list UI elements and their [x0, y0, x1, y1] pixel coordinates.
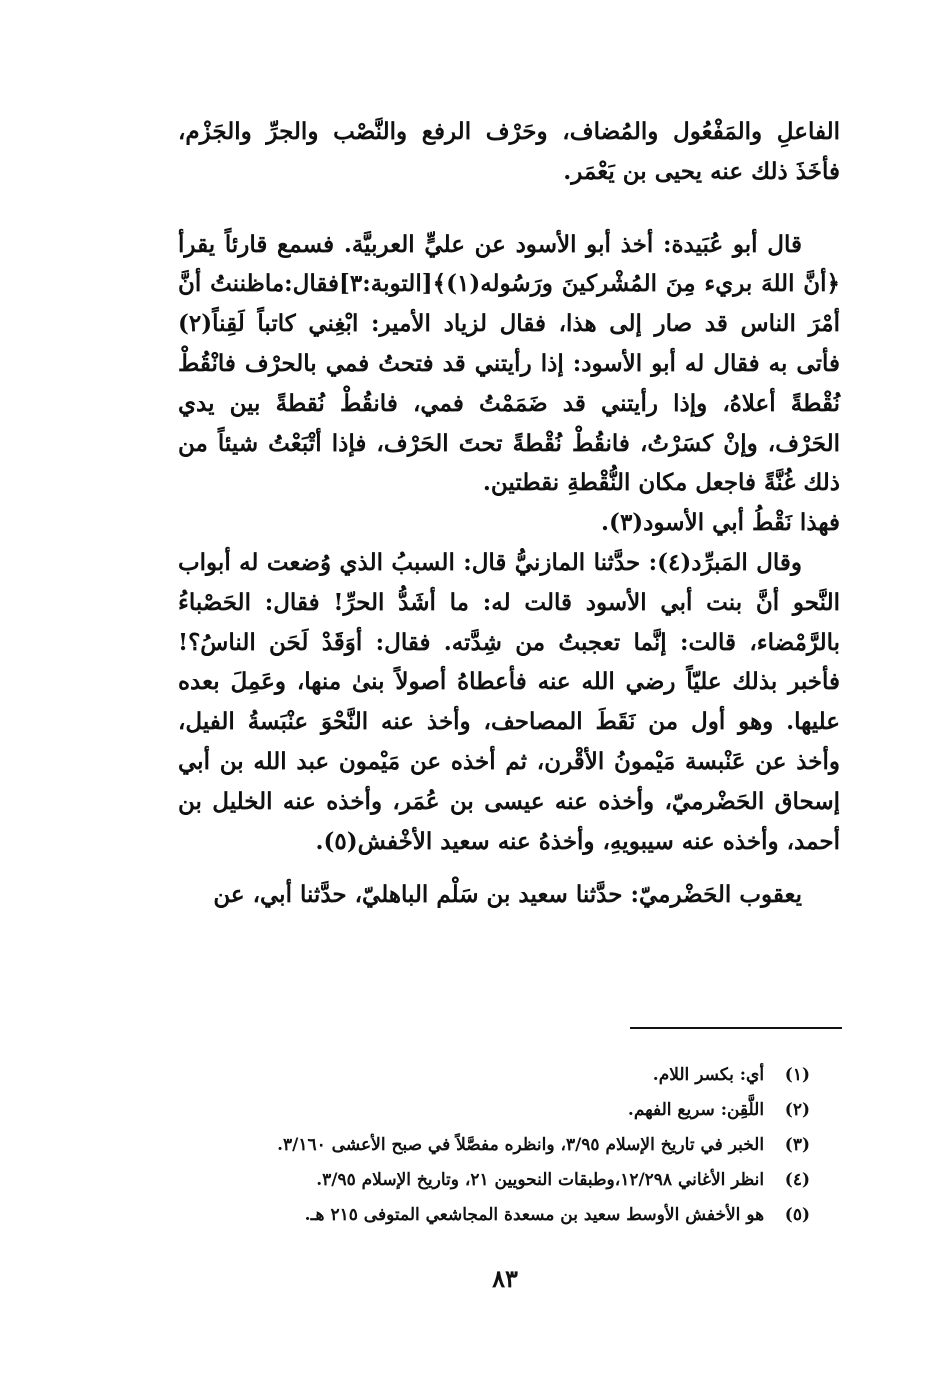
footnote — [230, 1198, 810, 1233]
footnote-number: (١) — [784, 1065, 810, 1085]
footnote-number: (٥) — [784, 1205, 810, 1225]
page-number: ٨٣ — [492, 1264, 518, 1293]
footnotes — [230, 1058, 810, 1233]
paragraph: قال أبو عُبَيدة: أخذ أبو الأسود عن عليٍّ العربيَّة. فسمع قارئاً يقرأ ﴿أنَّ اللهَ بريء مِنَ المُشْركينَ ورَسُوله(١)﴾[التوبة:٣]فقال:ماظننتُ أنَّ أمْرَ الناس قد صار إلى هذا، فقال لزياد الأمير: ابْغِني كاتباً لَقِناً(٢) فأتى به فقال له أبو الأسود: إذا رأيتني قد فتحتُ فمي بالحرْف فانْقُطْ نُقْطةً أعلاهُ، وإذا رأيتني قد ضَمَمْتُ فمي، فانقُطْ نُقطةً بين يدي الحَرْف، وإنْ كسَرْتُ، فانقُطْ نُقْطةً تحتَ الحَرْف، فإذا أتْبَعْتُ شيئاً من ذلك غُنَّةً فاجعل مكان النُّقْطةِ نقطتين. — [178, 230, 841, 497]
footnote-divider — [630, 1027, 842, 1029]
footnote — [230, 1058, 810, 1093]
footnote-number: (٣) — [784, 1135, 810, 1155]
footnote-text: انظر الأغاني ١٢/٢٩٨،وطبقات النحويين ٢١، وتاريخ الإسلام ٣/٩٥. — [316, 1170, 765, 1190]
footnote — [230, 1093, 810, 1128]
footnote-text: اللَّقِن: سريع الفهم. — [627, 1100, 765, 1120]
footnote — [230, 1128, 810, 1163]
footnote-text: الخبر في تاريخ الإسلام ٣/٩٥، وانظره مفصَّلاً في صبح الأعشى ٣/١٦٠. — [277, 1135, 765, 1155]
footnote-text: أي: بكسر اللام. — [652, 1065, 765, 1085]
footnote-number: (٢) — [784, 1100, 810, 1120]
paragraph: يعقوب الحَضْرميّ: حدَّثنا سعيد بن سَلْم الباهليّ، حدَّثنا أبي، عن — [213, 881, 802, 909]
paragraph: وقال المَبرِّد(٤): حدَّثنا المازنيُّ قال: السببُ الذي وُضعت له أبواب النَّحو أنَّ بنت أبي الأسود قالت له: ما أشَدُّ الحرِّ! فقال: الحَصْباءُ بالرَّمْضاء، قالت: إنَّما تعجبتُ من شِدَّته. فقال: أوَقَدْ لَحَن الناسُ؟! فأخبر بذلك عليّاً رضي الله عنه فأعطاهُ أصولاً بنىٰ منها، وعَمِلَ بعده عليها. وهو أول من نَقَطَ المصاحف، وأخذ عنه النَّحْوَ عنْبَسةُ الفيل، وأخذ عن عَنْبسة مَيْمونُ الأقْرن، ثم أخذه عن مَيْمون عبد الله بن أبي إسحاق الحَضْرميّ، وأخذه عنه عيسى بن عُمَر، وأخذه عنه الخليل بن أحمد، وأخذه عنه سيبويهِ، وأخذهُ عنه سعيد الأخْفش(٥). — [178, 548, 840, 855]
footnote-number: (٤) — [784, 1170, 810, 1190]
footnote-text: هو الأخفش الأوسط سعيد بن مسعدة المجاشعي المتوفى ٢١٥ هـ. — [304, 1205, 765, 1225]
paragraph: فهذا نَقْطُ أبي الأسود(٣). — [601, 509, 840, 537]
paragraph: الفاعلِ والمَفْعُول والمُضاف، وحَرْف الرفع والنَّصْب والجرِّ والجَزْم، فأخَذَ ذلك عنه يحيى بن يَعْمَر. — [178, 118, 840, 185]
footnote — [230, 1163, 810, 1198]
main-text — [178, 112, 840, 915]
